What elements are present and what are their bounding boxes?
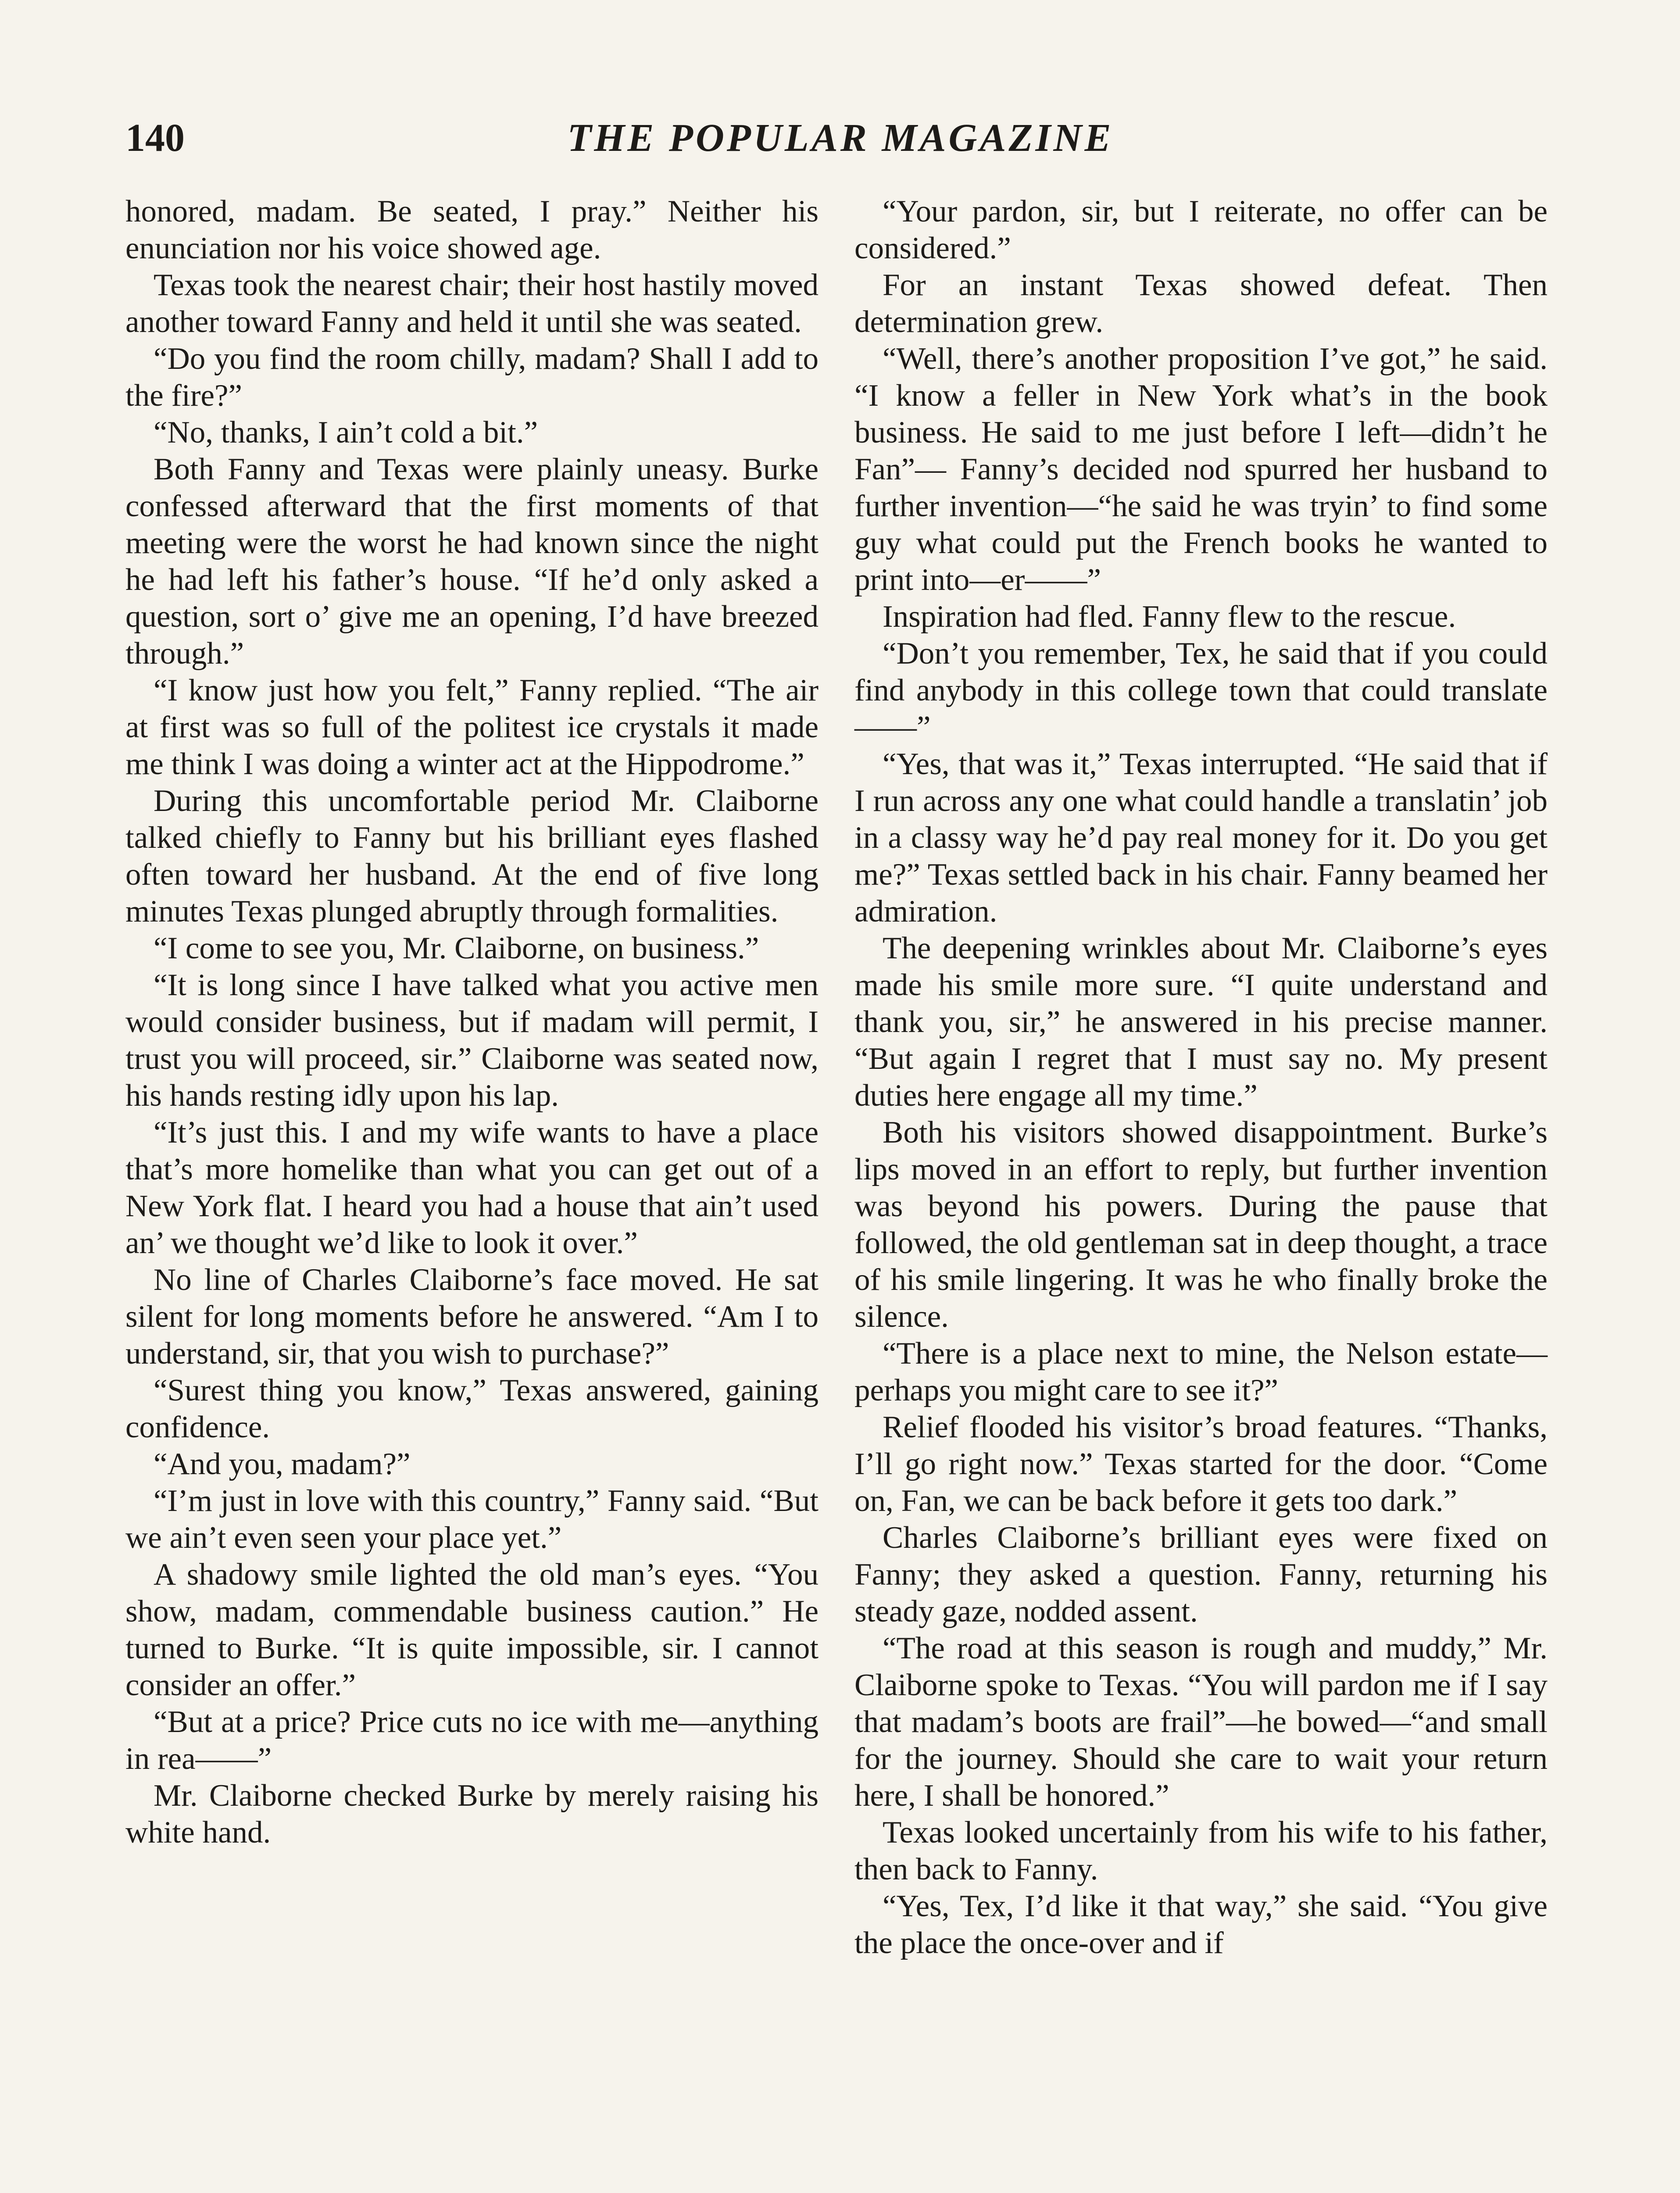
paragraph: Texas took the nearest chair; their host hastily moved another toward Fanny and held it until she was seated. [125, 268, 819, 339]
right-column [854, 193, 1548, 1961]
paragraph: “Do you find the room chilly, madam? Shall I add to the fire?” [125, 342, 819, 413]
paragraph: “Well, there’s another proposition I’ve got,” he said. “I know a feller in New York what’s in the book business. He said to me just before I left—didn’t he Fan”— Fanny’s decided nod spurred her husband to further invention—“he said he was tryin’ to find some guy what could put the French books he wanted to print into—er——” [854, 342, 1548, 597]
paragraph: “No, thanks, I ain’t cold a bit.” [154, 415, 538, 450]
paragraph: “Yes, Tex, I’d like it that way,” she said. “You give the place the once-over and if [854, 1889, 1548, 1960]
paragraph: “I know just how you felt,” Fanny replied. “The air at first was so full of the politest ice crystals it made me think I was doing a winter act at the Hippodrome.” [125, 673, 819, 781]
paragraph: A shadowy smile lighted the old man’s eyes. “You show, madam, commendable business caution.” He turned to Burke. “It is quite impossible, sir. I cannot consider an offer.” [125, 1557, 819, 1702]
paragraph: No line of Charles Claiborne’s face moved. He sat silent for long moments before he answered. “Am I to understand, sir, that you wish to purchase?” [125, 1263, 819, 1371]
paragraph: “The road at this season is rough and muddy,” Mr. Claiborne spoke to Texas. “You will pardon me if I say that madam’s boots are frail”—he bowed—“and small for the journey. Should she care to wait your return here, I shall be honored.” [854, 1631, 1548, 1813]
running-head: THE POPULAR MAGAZINE [567, 116, 1114, 160]
paragraph: During this uncomfortable period Mr. Claiborne talked chiefly to Fanny but his brilliant eyes flashed often toward her husband. At the end of five long minutes Texas plunged abruptly through formalities. [125, 784, 819, 929]
paragraph: “It’s just this. I and my wife wants to have a place that’s more homelike than what you can get out of a New York flat. I heard you had a house that ain’t used an’ we thought we’d like to look it over.” [125, 1115, 819, 1260]
page-number: 140 [125, 116, 185, 160]
paragraph: “Surest thing you know,” Texas answered, gaining confidence. [125, 1373, 819, 1444]
paragraph: Texas looked uncertainly from his wife to his father, then back to Fanny. [854, 1815, 1548, 1886]
paragraph: “I’m just in love with this country,” Fanny said. “But we ain’t even seen your place yet.” [125, 1484, 819, 1555]
paragraph: “Don’t you remember, Tex, he said that if you could find anybody in this college town that could translate——” [854, 636, 1548, 744]
page-header [125, 110, 1555, 167]
paragraph: “There is a place next to mine, the Nelson estate—perhaps you might care to see it?” [854, 1336, 1548, 1407]
paragraph: Charles Claiborne’s brilliant eyes were fixed on Fanny; they asked a question. Fanny, returning his steady gaze, nodded assent. [854, 1521, 1548, 1629]
left-column [125, 193, 819, 1851]
paragraph: “Your pardon, sir, but I reiterate, no offer can be considered.” [854, 194, 1548, 265]
paragraph: Both his visitors showed disappointment. Burke’s lips moved in an effort to reply, but further invention was beyond his powers. During the pause that followed, the old gentleman sat in deep thought, a trace of his smile lingering. It was he who finally broke the silence. [854, 1115, 1548, 1334]
paragraph: “But at a price? Price cuts no ice with me—anything in rea——” [125, 1705, 819, 1776]
paragraph: For an instant Texas showed defeat. Then determination grew. [854, 268, 1548, 339]
paragraph: “It is long since I have talked what you active men would consider business, but if madam will permit, I trust you will proceed, sir.” Claiborne was seated now, his hands resting idly upon his lap. [125, 968, 819, 1113]
paragraph: “And you, madam?” [154, 1447, 411, 1481]
paragraph: Both Fanny and Texas were plainly uneasy. Burke confessed afterward that the first moments of that meeting were the worst he had known since the night he had left his father’s house. “If he’d only asked a question, sort o’ give me an opening, I’d have breezed through.” [125, 452, 819, 671]
paragraph: Relief flooded his visitor’s broad features. “Thanks, I’ll go right now.” Texas started for the door. “Come on, Fan, we can be back before it gets too dark.” [854, 1410, 1548, 1518]
paragraph: “I come to see you, Mr. Claiborne, on business.” [154, 931, 759, 965]
paragraph: The deepening wrinkles about Mr. Claiborne’s eyes made his smile more sure. “I quite understand and thank you, sir,” he answered in his precise manner. “But again I regret that I must say no. My present duties here engage all my time.” [854, 931, 1548, 1113]
paragraph: Mr. Claiborne checked Burke by merely raising his white hand. [125, 1779, 819, 1850]
paragraph: Inspiration had fled. Fanny flew to the rescue. [883, 600, 1456, 634]
paragraph: “Yes, that was it,” Texas interrupted. “He said that if I run across any one what could handle a translatin’ job in a classy way he’d pay real money for it. Do you get me?” Texas settled back in his chair. Fanny beamed her admiration. [854, 747, 1548, 929]
paragraph: honored, madam. Be seated, I pray.” Neither his enunciation nor his voice showed age. [125, 194, 819, 265]
